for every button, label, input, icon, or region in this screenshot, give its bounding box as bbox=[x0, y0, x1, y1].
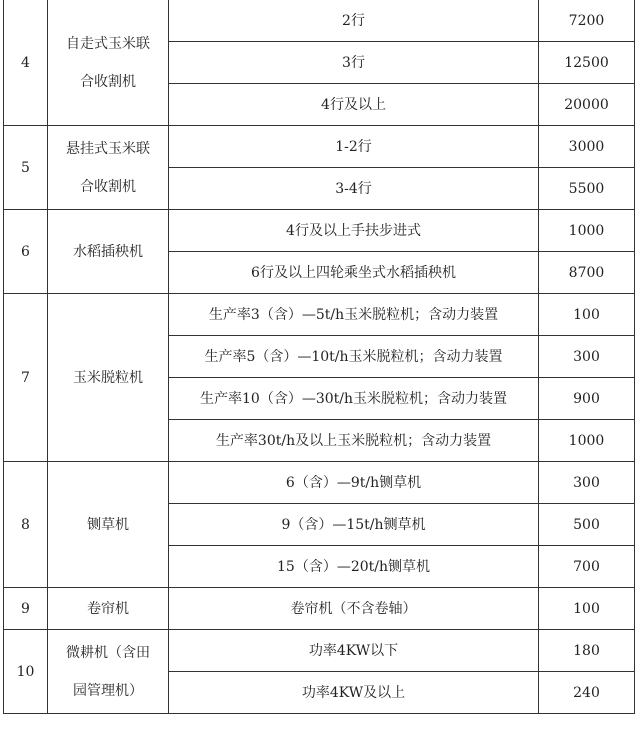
machine-name-line: 微耕机（含田 bbox=[66, 644, 150, 661]
row-number: 4 bbox=[4, 0, 48, 126]
amount-cell: 5500 bbox=[539, 168, 635, 210]
amount-cell: 8700 bbox=[539, 252, 635, 294]
amount-cell: 1000 bbox=[539, 210, 635, 252]
machine-name bbox=[48, 294, 169, 462]
spec-cell: 1-2行 bbox=[169, 126, 539, 168]
machine-name bbox=[48, 630, 169, 714]
machine-name-line: 水稻插秧机 bbox=[73, 243, 143, 260]
spec-cell: 功率4KW及以上 bbox=[169, 672, 539, 714]
spec-cell: 2行 bbox=[169, 0, 539, 42]
machine-name-line: 园管理机） bbox=[73, 682, 143, 699]
table-row bbox=[4, 630, 635, 672]
row-number: 8 bbox=[4, 462, 48, 588]
machine-name bbox=[48, 0, 169, 126]
machine-name-line: 合收割机 bbox=[80, 178, 136, 195]
spec-cell: 4行及以上手扶步进式 bbox=[169, 210, 539, 252]
machine-name-line: 玉米脱粒机 bbox=[73, 369, 143, 386]
spec-cell: 6（含）—9t/h铡草机 bbox=[169, 462, 539, 504]
amount-cell: 1000 bbox=[539, 420, 635, 462]
spec-cell: 15（含）—20t/h铡草机 bbox=[169, 546, 539, 588]
amount-cell: 900 bbox=[539, 378, 635, 420]
machine-name-line: 铡草机 bbox=[87, 516, 129, 533]
spec-cell: 卷帘机（不含卷轴） bbox=[169, 588, 539, 630]
table-body bbox=[4, 0, 635, 714]
spec-cell: 生产率10（含）—30t/h玉米脱粒机；含动力装置 bbox=[169, 378, 539, 420]
amount-cell: 240 bbox=[539, 672, 635, 714]
amount-cell: 100 bbox=[539, 588, 635, 630]
amount-cell: 300 bbox=[539, 462, 635, 504]
table-row bbox=[4, 210, 635, 252]
table-row bbox=[4, 588, 635, 630]
row-number: 6 bbox=[4, 210, 48, 294]
amount-cell: 12500 bbox=[539, 42, 635, 84]
spec-cell: 3行 bbox=[169, 42, 539, 84]
amount-cell: 20000 bbox=[539, 84, 635, 126]
spec-cell: 功率4KW以下 bbox=[169, 630, 539, 672]
table-row bbox=[4, 126, 635, 168]
spec-cell: 生产率3（含）—5t/h玉米脱粒机；含动力装置 bbox=[169, 294, 539, 336]
machine-name-line: 合收割机 bbox=[80, 73, 136, 90]
spec-cell: 6行及以上四轮乘坐式水稻插秧机 bbox=[169, 252, 539, 294]
machine-name-line: 悬挂式玉米联 bbox=[66, 140, 150, 157]
subsidy-table bbox=[3, 0, 635, 714]
spec-cell: 生产率30t/h及以上玉米脱粒机；含动力装置 bbox=[169, 420, 539, 462]
row-number: 9 bbox=[4, 588, 48, 630]
machine-name bbox=[48, 588, 169, 630]
amount-cell: 7200 bbox=[539, 0, 635, 42]
amount-cell: 3000 bbox=[539, 126, 635, 168]
machine-name bbox=[48, 462, 169, 588]
spec-cell: 9（含）—15t/h铡草机 bbox=[169, 504, 539, 546]
machine-name bbox=[48, 210, 169, 294]
amount-cell: 300 bbox=[539, 336, 635, 378]
row-number: 5 bbox=[4, 126, 48, 210]
machine-name bbox=[48, 126, 169, 210]
spec-cell: 生产率5（含）—10t/h玉米脱粒机；含动力装置 bbox=[169, 336, 539, 378]
table-row bbox=[4, 0, 635, 42]
amount-cell: 100 bbox=[539, 294, 635, 336]
amount-cell: 700 bbox=[539, 546, 635, 588]
amount-cell: 500 bbox=[539, 504, 635, 546]
machine-name-line: 自走式玉米联 bbox=[66, 35, 150, 52]
spec-cell: 4行及以上 bbox=[169, 84, 539, 126]
row-number: 10 bbox=[4, 630, 48, 714]
table-row bbox=[4, 294, 635, 336]
spec-cell: 3-4行 bbox=[169, 168, 539, 210]
amount-cell: 180 bbox=[539, 630, 635, 672]
machine-name-line: 卷帘机 bbox=[87, 600, 129, 617]
table-row bbox=[4, 462, 635, 504]
row-number: 7 bbox=[4, 294, 48, 462]
